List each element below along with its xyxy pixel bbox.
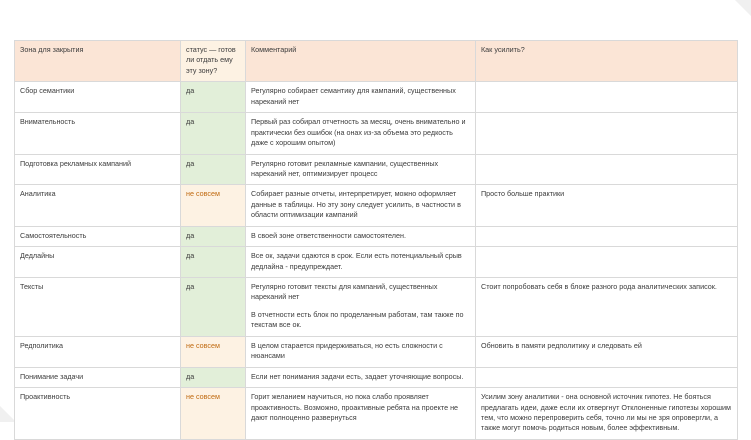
comment-paragraph: Регулярно готовит тексты для кампаний, существенных нареканий нет [251,282,438,302]
cell-comment [246,113,476,154]
cell-comment [246,247,476,278]
table-row [15,367,738,387]
cell-comment [246,185,476,226]
cell-status: да [181,247,246,278]
cell-status: не совсем [181,185,246,226]
table-row [15,82,738,113]
cell-zone: Тексты [15,278,181,337]
cell-status: да [181,367,246,387]
cell-status: да [181,154,246,185]
column-header-zone: Зона для закрытия [15,41,181,82]
cell-comment [246,226,476,246]
cell-status: да [181,113,246,154]
cell-boost [476,367,738,387]
table-row [15,388,738,440]
column-header-status: статус — готов ли отдать ему эту зону? [181,41,246,82]
table-row [15,247,738,278]
boost-paragraph: Стоит попробовать себя в блоке разного рода аналитических записок. [481,282,717,291]
comment-paragraph: Если нет понимания задачи есть, задает уточняющие вопросы. [251,371,464,381]
table-header [15,41,738,82]
cell-status: да [181,82,246,113]
cell-zone: Сбор семантики [15,82,181,113]
cell-boost [476,247,738,278]
comment-paragraph: В отчетности есть блок по проделанным работам, там также по текстам все ок. [251,309,464,330]
table-row [15,185,738,226]
cell-status: да [181,226,246,246]
comment-paragraph: Горит желанием научиться, но пока слабо проявляет проактивность. Возможно, проактивные ребята на проекте не дают полноценно развернуться [251,392,459,422]
comment-paragraph: Регулярно собирает семантику для кампаний, существенных нареканий нет [251,86,456,106]
cell-zone: Дедлайны [15,247,181,278]
evaluation-table-container [14,40,737,440]
table-row [15,226,738,246]
cell-boost [476,113,738,154]
corner-fold-top-right [735,0,751,16]
cell-boost [476,82,738,113]
table-header-row [15,41,738,82]
cell-status: не совсем [181,388,246,440]
cell-boost [476,154,738,185]
comment-paragraph: Все ок, задачи сдаются в срок. Если есть потенциальный срыв дедлайна - предупреждает. [251,251,462,271]
cell-comment [246,388,476,440]
cell-comment [246,278,476,337]
cell-zone: Проактивность [15,388,181,440]
column-header-comment: Комментарий [246,41,476,82]
table-body [15,82,738,440]
comment-paragraph: В своей зоне ответственности самостоятелен. [251,230,406,240]
boost-paragraph: Обновить в памяти редполитику и следовать ей [481,340,642,350]
comment-paragraph: Первый раз собирал отчетность за месяц, очень внимательно и практически без ошибок (на онах из-за объема это редкость даже с хорошим опытом) [251,117,466,148]
cell-boost [476,226,738,246]
cell-comment [246,336,476,367]
cell-status: да [181,278,246,337]
cell-zone: Самостоятельность [15,226,181,246]
comment-paragraph: Собирает разные отчеты, интерпретирует, можно оформляет данные в таблицы. Но эту зону следует усилить, в частности в области оптимизации кампаний [251,189,461,220]
table-row [15,336,738,367]
cell-zone: Подготовка рекламных кампаний [15,154,181,185]
table-row [15,154,738,185]
evaluation-table [14,40,738,440]
comment-paragraph: В целом старается придерживаться, но есть сложности с нюансами [251,340,443,361]
cell-boost [476,278,738,337]
cell-comment [246,82,476,113]
comment-paragraph: Регулярно готовит рекламные кампании, существенных нареканий нет, оптимизирует процесс [251,158,439,178]
cell-zone: Аналитика [15,185,181,226]
column-header-boost: Как усилить? [476,41,738,82]
cell-comment [246,154,476,185]
boost-paragraph: Просто больше практики [481,189,565,199]
cell-zone: Понимание задачи [15,367,181,387]
table-row [15,278,738,337]
boost-paragraph: Усилим зону аналитики - она основной источник гипотез. Не бояться предлагать идеи, даже если их отвергнут Отклоненные гипотезы хорошим тем, что можно перепроверить себя, точно ли мы не зря опровергли, а также могут помочь родиться новым, более эффективным. [481,392,731,433]
cell-boost [476,185,738,226]
cell-boost [476,336,738,367]
cell-zone: Внимательность [15,113,181,154]
table-row [15,113,738,154]
cell-boost [476,388,738,440]
cell-zone: Редполитика [15,336,181,367]
cell-status: не совсем [181,336,246,367]
cell-comment [246,367,476,387]
